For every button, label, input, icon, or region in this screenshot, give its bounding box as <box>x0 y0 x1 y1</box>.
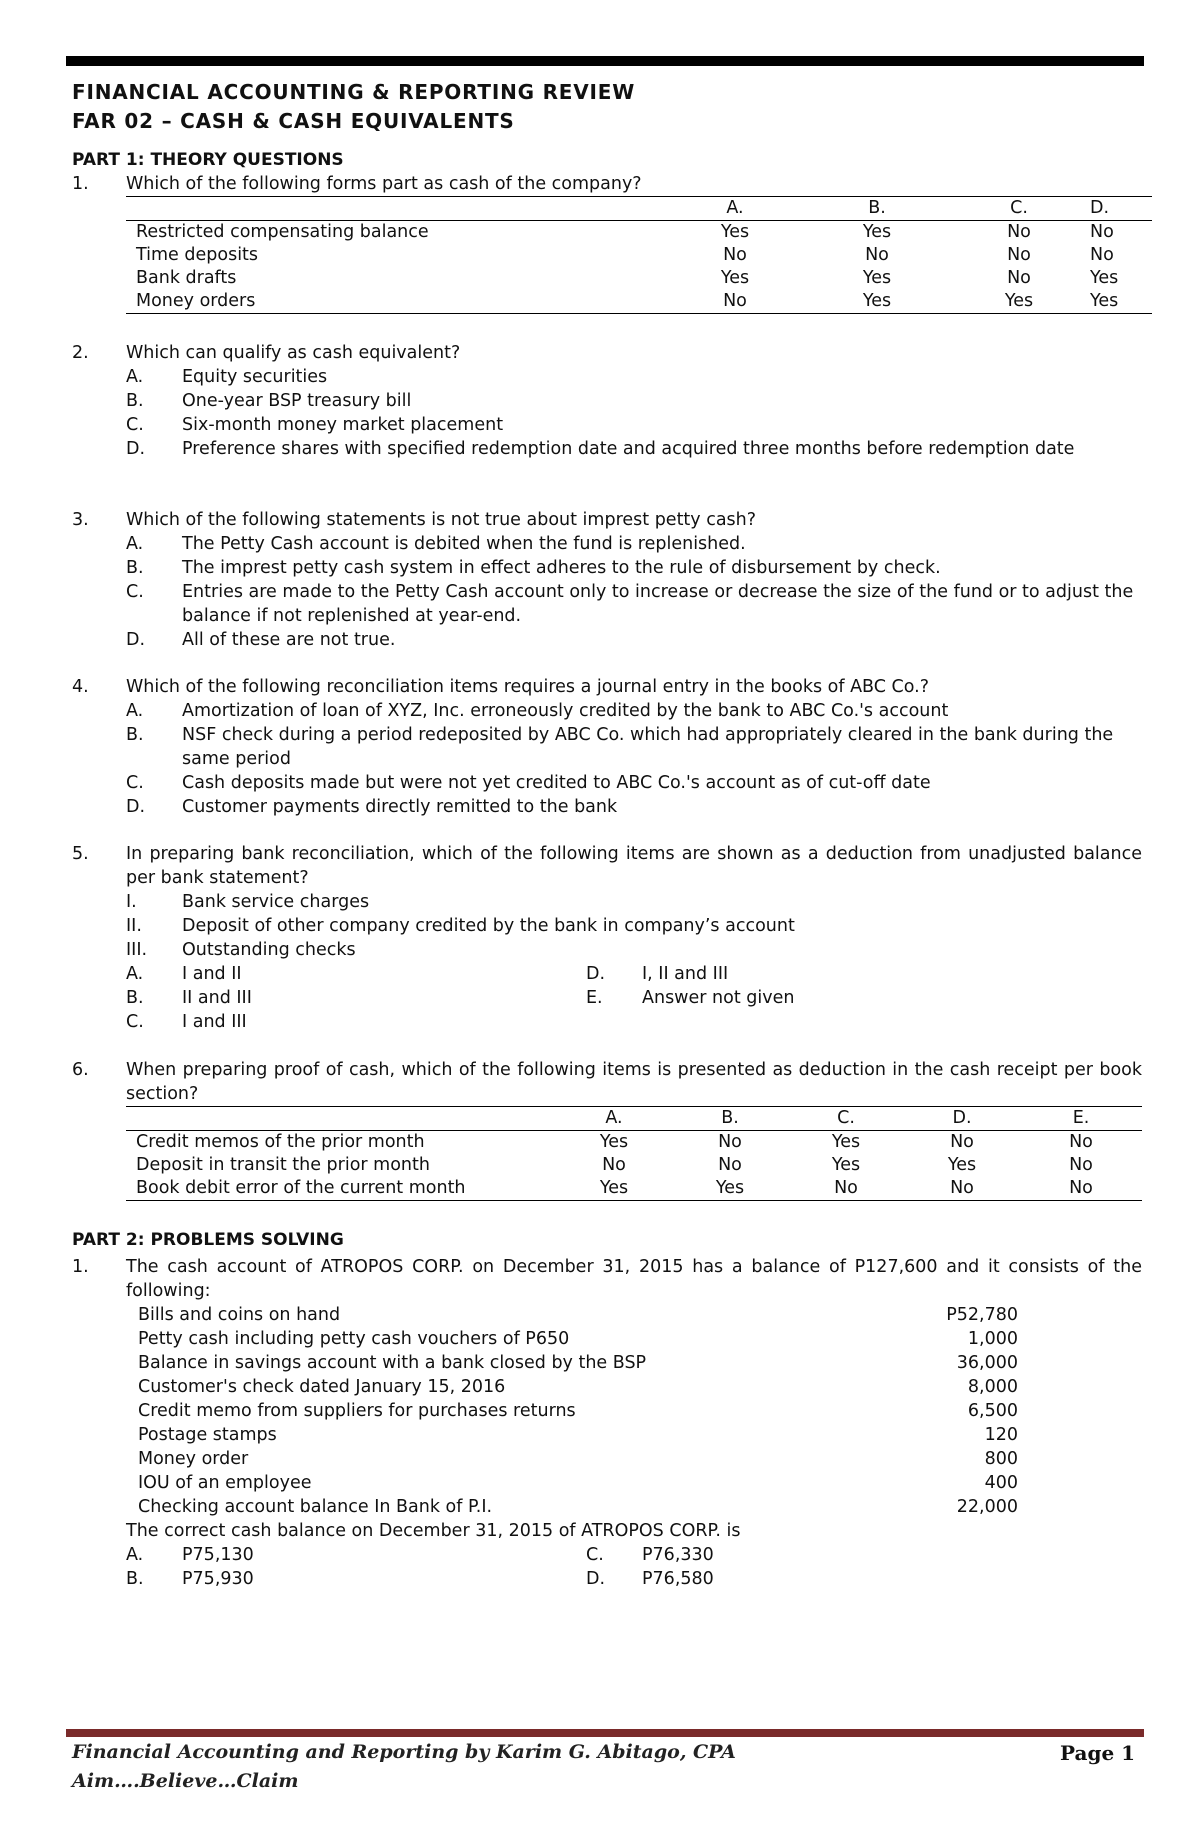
option-letter: A. <box>126 1545 144 1565</box>
row-label: Time deposits <box>136 245 259 265</box>
q6-col-e: E. <box>1072 1108 1090 1128</box>
item-text: Deposit of other company credited by the bank in company’s account <box>182 916 795 936</box>
q3-number: 3. <box>72 510 89 530</box>
list-item <box>586 962 794 986</box>
cash-items-list <box>72 1303 1072 1591</box>
option-letter: B. <box>126 725 144 745</box>
option-letter: D. <box>126 439 146 459</box>
q3-text: Which of the following statements is not true about imprest petty cash? <box>126 510 757 530</box>
cell: No <box>1007 268 1031 288</box>
option-letter: A. <box>126 367 144 387</box>
row-label: Book debit error of the current month <box>136 1178 466 1198</box>
option-letter: B. <box>126 391 144 411</box>
option-letter: A. <box>126 964 144 984</box>
list-item <box>72 1327 1072 1351</box>
item-description: IOU of an employee <box>138 1473 312 1493</box>
list-item <box>72 580 1142 628</box>
list-item <box>72 628 1142 652</box>
item-amount: 8,000 <box>967 1377 1018 1397</box>
option-text: All of these are not true. <box>182 630 396 650</box>
top-rule <box>66 56 1144 66</box>
cell: Yes <box>1004 291 1034 311</box>
list-item <box>72 1495 1072 1519</box>
list-item <box>72 1303 1072 1327</box>
item-numeral: I. <box>126 892 137 912</box>
item-numeral: II. <box>126 916 142 936</box>
table-row <box>126 1177 1142 1201</box>
item-amount: 400 <box>984 1473 1018 1493</box>
list-item <box>72 771 1142 795</box>
option-text: Entries are made to the Petty Cash account only to increase or decrease the size of the fund or to adjust the balance if not replenished at year-end. <box>182 582 1134 626</box>
cell: Yes <box>720 268 750 288</box>
option-letter: C. <box>126 773 144 793</box>
part2-title: PART 2: PROBLEMS SOLVING <box>72 1230 344 1250</box>
question-4 <box>72 675 1142 819</box>
list-item <box>72 795 1142 819</box>
option-letter: B. <box>126 558 144 578</box>
option-letter: D. <box>586 1569 606 1589</box>
option-text: Preference shares with specified redemption date and acquired three months before redemption date <box>182 439 1075 459</box>
option-text: Equity securities <box>182 367 328 387</box>
cell: No <box>1007 245 1031 265</box>
item-amount: 6,500 <box>967 1401 1018 1421</box>
list-item <box>72 1010 586 1034</box>
list-item <box>72 986 586 1010</box>
p1-number: 1. <box>72 1257 89 1277</box>
option-text: II and III <box>182 988 252 1008</box>
cell: No <box>1007 222 1031 242</box>
cell: Yes <box>1090 268 1119 288</box>
item-description: Bills and coins on hand <box>138 1305 341 1325</box>
option-letter: C. <box>126 1012 144 1032</box>
question-6 <box>72 1058 1142 1106</box>
list-item <box>72 723 1142 771</box>
option-letter: C. <box>126 582 144 602</box>
list-item <box>586 1543 714 1567</box>
cell: Yes <box>1090 291 1119 311</box>
option-letter: D. <box>126 630 146 650</box>
cell: Yes <box>831 1155 861 1175</box>
option-text: P76,580 <box>642 1569 714 1589</box>
item-text: Bank service charges <box>182 892 370 912</box>
cell: Yes <box>947 1155 977 1175</box>
cell: Yes <box>862 222 892 242</box>
row-label: Restricted compensating balance <box>136 222 429 242</box>
item-description: Checking account balance In Bank of P.I. <box>138 1497 493 1517</box>
item-amount: 800 <box>984 1449 1018 1469</box>
item-description: Credit memo from suppliers for purchases returns <box>138 1401 576 1421</box>
option-text: Amortization of loan of XYZ, Inc. erroneously credited by the bank to ABC Co.'s account <box>182 701 949 721</box>
cell: No <box>1069 1178 1093 1198</box>
cell: No <box>1069 1155 1093 1175</box>
option-text: NSF check during a period redeposited by ABC Co. which had appropriately cleared in the bank during the same period <box>182 725 1114 769</box>
cell: No <box>950 1132 974 1152</box>
cell: Yes <box>862 268 892 288</box>
cell: No <box>718 1155 742 1175</box>
item-description: Postage stamps <box>138 1425 277 1445</box>
q1-col-a: A. <box>726 198 744 218</box>
item-text: Outstanding checks <box>182 940 356 960</box>
list-item <box>72 938 1142 962</box>
row-label: Bank drafts <box>136 268 237 288</box>
list-item <box>72 389 1142 413</box>
cell: Yes <box>831 1132 861 1152</box>
q2-number: 2. <box>72 343 89 363</box>
list-item <box>586 986 794 1010</box>
question-3 <box>72 508 1142 652</box>
option-text: Answer not given <box>642 988 795 1008</box>
q1-table-header <box>126 197 1152 221</box>
part1-title: PART 1: THEORY QUESTIONS <box>72 150 344 170</box>
cell: No <box>718 1132 742 1152</box>
p1-question: The correct cash balance on December 31, 2015 of ATROPOS CORP. is <box>126 1521 741 1541</box>
option-text: I and II <box>182 964 242 984</box>
q1-col-d: D. <box>1090 198 1110 218</box>
list-item <box>72 962 586 986</box>
cell: No <box>1090 245 1114 265</box>
cell: No <box>723 291 747 311</box>
item-amount: 120 <box>984 1425 1018 1445</box>
option-text: Customer payments directly remitted to the bank <box>182 797 618 817</box>
list-item <box>72 556 1142 580</box>
table-row <box>126 221 1152 245</box>
q1-col-b: B. <box>868 198 886 218</box>
question-2 <box>72 341 1142 461</box>
q6-text: When preparing proof of cash, which of the following items is presented as deduction in the cash receipt per book section? <box>126 1060 1142 1104</box>
cell: No <box>865 245 889 265</box>
option-text: Six-month money market placement <box>182 415 504 435</box>
cell: No <box>1069 1132 1093 1152</box>
option-letter: C. <box>586 1545 604 1565</box>
option-letter: A. <box>126 534 144 554</box>
option-letter: B. <box>126 1569 144 1589</box>
table-row <box>126 290 1152 314</box>
list-item <box>72 914 1142 938</box>
list-item <box>72 1543 586 1567</box>
option-letter: D. <box>126 797 146 817</box>
table-row <box>126 1154 1142 1177</box>
option-letter: D. <box>586 964 606 984</box>
item-description: Customer's check dated January 15, 2016 <box>138 1377 506 1397</box>
option-text: One-year BSP treasury bill <box>182 391 412 411</box>
q6-table-header <box>126 1107 1142 1131</box>
problem-1 <box>72 1255 1142 1303</box>
cell: No <box>602 1155 626 1175</box>
q6-col-a: A. <box>605 1108 623 1128</box>
footer-motto: Aim….Believe…Claim <box>72 1770 299 1792</box>
list-item <box>72 890 1142 914</box>
cell: Yes <box>862 291 892 311</box>
item-description: Petty cash including petty cash vouchers of P650 <box>138 1329 570 1349</box>
doc-subtitle: FAR 02 – CASH & CASH EQUIVALENTS <box>72 109 515 133</box>
option-text: P75,130 <box>182 1545 254 1565</box>
list-item <box>72 699 1142 723</box>
option-letter: C. <box>126 415 144 435</box>
q6-number: 6. <box>72 1060 89 1080</box>
option-text: P75,930 <box>182 1569 254 1589</box>
q1-number: 1. <box>72 174 89 194</box>
list-item <box>72 1567 586 1591</box>
q6-table <box>126 1106 1142 1201</box>
option-text: The imprest petty cash system in effect adheres to the rule of disbursement by check. <box>182 558 941 578</box>
option-text: I, II and III <box>642 964 729 984</box>
list-item <box>72 1351 1072 1375</box>
q6-col-d: D. <box>952 1108 972 1128</box>
q1-text: Which of the following forms part as cash of the company? <box>126 174 642 194</box>
q6-col-b: B. <box>721 1108 739 1128</box>
q6-col-c: C. <box>837 1108 855 1128</box>
footer-rule <box>66 1729 1144 1737</box>
q5-number: 5. <box>72 844 89 864</box>
list-item <box>72 532 1142 556</box>
cell: Yes <box>715 1178 745 1198</box>
question-1 <box>72 172 1142 196</box>
cell: No <box>1090 222 1114 242</box>
row-label: Deposit in transit the prior month <box>136 1155 430 1175</box>
option-text: Cash deposits made but were not yet credited to ABC Co.'s account as of cut-off date <box>182 773 931 793</box>
q4-text: Which of the following reconciliation items requires a journal entry in the books of ABC Co.? <box>126 677 930 697</box>
row-label: Credit memos of the prior month <box>136 1132 425 1152</box>
question-5 <box>72 842 1142 1034</box>
item-description: Money order <box>138 1449 249 1469</box>
list-item <box>72 1423 1072 1447</box>
table-row <box>126 1131 1142 1155</box>
q4-number: 4. <box>72 677 89 697</box>
item-amount: 36,000 <box>956 1353 1018 1373</box>
page-number: Page 1 <box>1060 1741 1136 1765</box>
list-item <box>72 1399 1072 1423</box>
option-letter: A. <box>126 701 144 721</box>
list-item <box>72 1447 1072 1471</box>
cell: Yes <box>599 1178 629 1198</box>
list-item <box>72 1375 1072 1399</box>
list-item <box>72 437 1142 461</box>
option-text: I and III <box>182 1012 247 1032</box>
p1-text: The cash account of ATROPOS CORP. on December 31, 2015 has a balance of P127,600 and it consists of the following: <box>126 1257 1142 1301</box>
cell: Yes <box>720 222 750 242</box>
cell: Yes <box>599 1132 629 1152</box>
table-row <box>126 244 1152 267</box>
cell: No <box>834 1178 858 1198</box>
doc-title: FINANCIAL ACCOUNTING & REPORTING REVIEW <box>72 80 636 104</box>
q5-text: In preparing bank reconciliation, which of the following items are shown as a deduction from unadjusted balance per bank statement? <box>126 844 1142 888</box>
list-item <box>586 1567 714 1591</box>
item-numeral: III. <box>126 940 148 960</box>
list-item <box>72 413 1142 437</box>
row-label: Money orders <box>136 291 256 311</box>
table-row <box>126 267 1152 290</box>
option-text: The Petty Cash account is debited when the fund is replenished. <box>182 534 746 554</box>
list-item <box>72 365 1142 389</box>
q1-col-c: C. <box>1010 198 1028 218</box>
list-item <box>72 1471 1072 1495</box>
q1-table <box>126 196 1152 314</box>
cell: No <box>950 1178 974 1198</box>
cell: No <box>723 245 747 265</box>
item-description: Balance in savings account with a bank closed by the BSP <box>138 1353 647 1373</box>
item-amount: 22,000 <box>956 1497 1018 1517</box>
option-letter: B. <box>126 988 144 1008</box>
option-letter: E. <box>586 988 603 1008</box>
q2-text: Which can qualify as cash equivalent? <box>126 343 461 363</box>
item-amount: P52,780 <box>946 1305 1018 1325</box>
item-amount: 1,000 <box>967 1329 1018 1349</box>
footer-author: Financial Accounting and Reporting by Karim G. Abitago, CPA <box>72 1741 736 1763</box>
option-text: P76,330 <box>642 1545 714 1565</box>
